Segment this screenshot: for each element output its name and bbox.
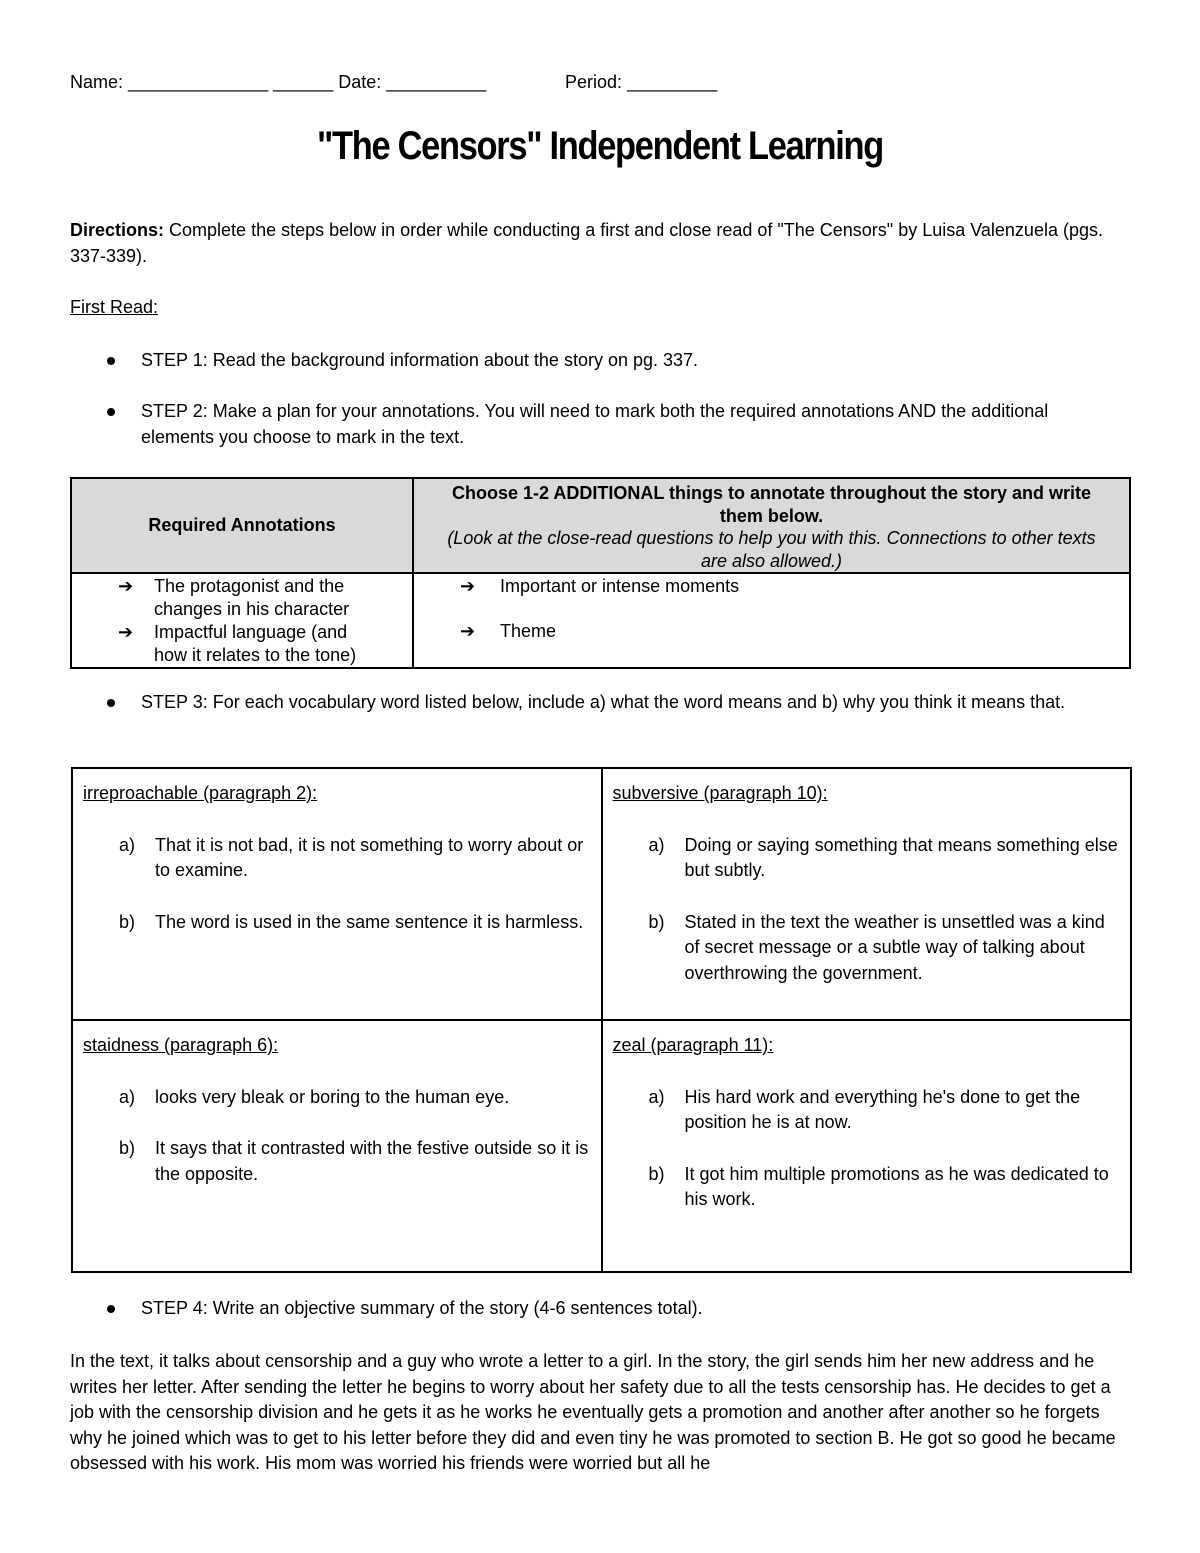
answer-text: The word is used in the same sentence it is harmless.: [155, 911, 584, 932]
first-read-heading: First Read:: [70, 297, 159, 317]
additional-item-text: Theme: [500, 621, 557, 641]
required-item-text: Impactful language (and how it relates to the tone): [154, 622, 357, 665]
step-1: STEP 1: Read the background information about the story on pg. 337.: [141, 350, 699, 370]
vocab-heading: subversive (paragraph 10):: [612, 783, 828, 803]
answer-label: a): [648, 834, 665, 855]
header-line: [70, 72, 486, 93]
summary-answer: In the text, it talks about censorship and a guy who wrote a letter to a girl. In the story, the girl sends him her new address and he writes her letter. After sending the letter he begins to worry about her safety due to all the tests censorship has. He decides to get a job with the censorship division and he gets it as he works he eventually gets a promotion and another after another so he forgets why he joined which was to get to his letter before they did and even tiny he was promoted to section B. He got so good he became obsessed with his work. His mom was worried his friends were worried but all he: [70, 1351, 1116, 1473]
step-4: STEP 4: Write an objective summary of the story (4-6 sentences total).: [141, 1298, 703, 1318]
answer-label: b): [648, 911, 665, 932]
vocab-answer-a: [613, 833, 1121, 884]
directions-label: Directions:: [70, 220, 165, 240]
vocabulary-table: [71, 767, 1132, 1273]
answer-text: It says that it contrasted with the festive outside so it is the opposite.: [155, 1138, 589, 1184]
directions: [70, 218, 1130, 269]
period-label: Period:: [565, 72, 623, 92]
required-item: [72, 621, 412, 667]
answer-label: b): [648, 1163, 665, 1184]
answer-text: Doing or saying something that means something else but subtly.: [684, 834, 1118, 880]
vocab-answer-b: [83, 1136, 591, 1187]
bullet-icon: [107, 699, 115, 707]
vocab-heading: zeal (paragraph 11):: [612, 1035, 774, 1055]
required-annotations-header-text: Required Annotations: [148, 515, 336, 535]
period-field: [565, 72, 717, 93]
name-label: Name:: [70, 72, 124, 92]
period-blank: _________: [627, 72, 718, 92]
answer-text: His hard work and everything he's done to get the position he is at now.: [684, 1086, 1081, 1132]
vocab-cell-staidness: [72, 1020, 602, 1272]
vocab-answer-a: [613, 1085, 1121, 1136]
answer-text: It got him multiple promotions as he was dedicated to his work.: [684, 1163, 1109, 1209]
arrow-icon: ➔: [118, 576, 134, 596]
arrow-icon: ➔: [460, 621, 476, 641]
bullet-icon: [107, 357, 115, 365]
additional-item: [414, 620, 1129, 643]
vocab-answer-b: [613, 1162, 1121, 1213]
directions-text: Complete the steps below in order while conducting a first and close read of "The Censors" by Luisa Valenzuela (pgs. 337-339).: [70, 220, 1103, 266]
answer-label: b): [119, 911, 136, 932]
arrow-icon: ➔: [118, 622, 134, 642]
vocab-answer-a: [83, 1085, 591, 1111]
required-item-text: The protagonist and the changes in his character: [154, 576, 350, 619]
additional-item: [414, 575, 1129, 620]
vocab-cell-subversive: [602, 768, 1132, 1020]
additional-item-text: Important or intense moments: [500, 576, 740, 596]
answer-label: a): [119, 834, 136, 855]
vocab-answer-b: [83, 910, 591, 936]
answer-label: b): [119, 1138, 136, 1158]
answer-text: looks very bleak or boring to the human eye.: [155, 1086, 510, 1107]
vocab-heading: staidness (paragraph 6):: [83, 1035, 279, 1055]
step-3: STEP 3: For each vocabulary word listed below, include a) what the word means and b) why you think it means that.: [141, 692, 1066, 712]
vocab-heading: irreproachable (paragraph 2):: [83, 783, 318, 803]
bullet-icon: [107, 1305, 115, 1313]
arrow-icon: ➔: [460, 576, 476, 596]
step-2: STEP 2: Make a plan for your annotations. You will need to mark both the required annotations AND the additional elements you choose to mark in the text.: [141, 401, 1049, 447]
answer-label: a): [119, 1086, 136, 1107]
vocab-cell-zeal: [602, 1020, 1132, 1272]
vocab-answer-a: [83, 833, 591, 884]
date-blank: __________: [386, 72, 487, 92]
page-title: "The Censors" Independent Learning: [317, 124, 883, 168]
vocab-cell-irreproachable: [72, 768, 602, 1020]
vocab-answer-b: [613, 910, 1121, 987]
answer-text: That it is not bad, it is not something to worry about or to examine.: [155, 834, 584, 880]
required-annotations-cell: [71, 573, 413, 668]
additional-annotations-cell: [413, 573, 1130, 668]
additional-annotations-header: [413, 478, 1130, 573]
additional-header-italic: (Look at the close-read questions to help you with this. Connections to other texts are also allowed.): [447, 528, 1096, 571]
answer-label: a): [648, 1086, 665, 1107]
additional-header-bold: Choose 1-2 ADDITIONAL things to annotate throughout the story and write them below.: [452, 483, 1091, 526]
answer-text: Stated in the text the weather is unsettled was a kind of secret message or a subtle way of talking about overthrowing the government.: [684, 911, 1105, 983]
name-blank: ______________ ______: [128, 72, 334, 92]
annotation-table: [70, 477, 1131, 669]
required-item: [72, 575, 412, 621]
date-label: Date:: [338, 72, 382, 92]
bullet-icon: [107, 408, 115, 416]
required-annotations-header: [71, 478, 413, 573]
